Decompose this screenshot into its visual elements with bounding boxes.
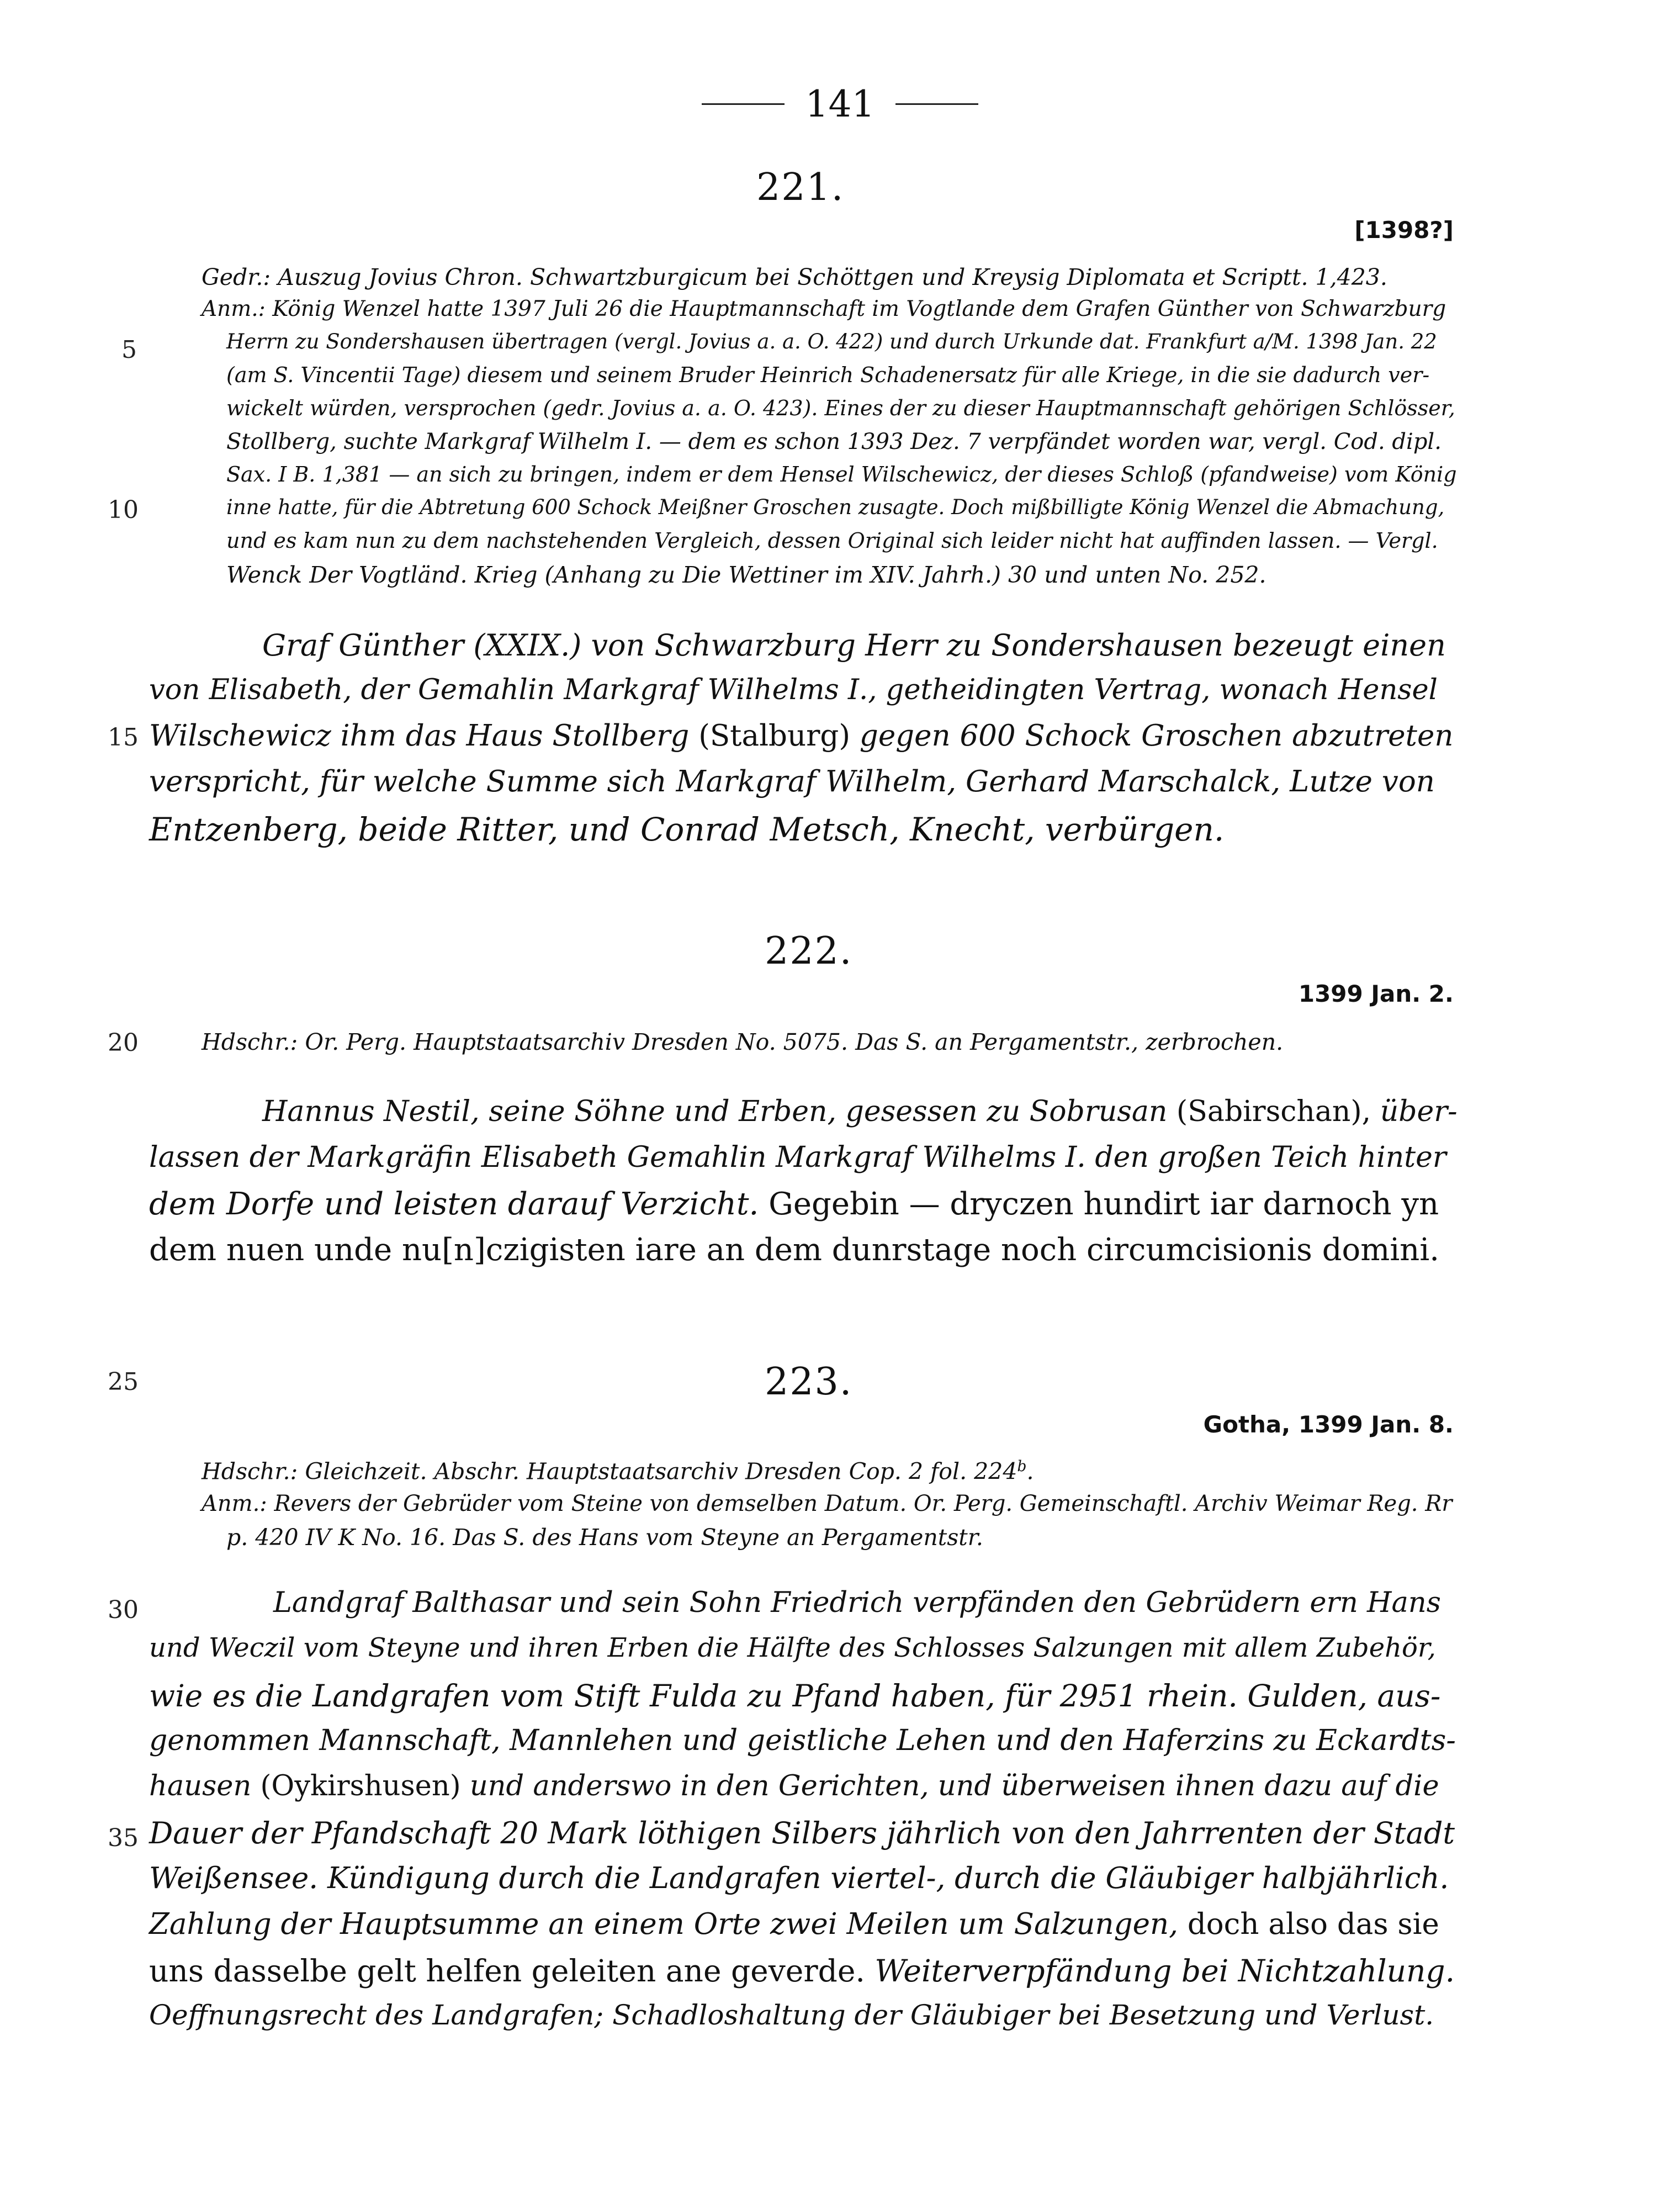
entry-221-text-line: von Elisabeth, der Gemahlin Markgraf Wilhelms I., getheidingten Vertrag, wonach Hensel: [149, 674, 1438, 706]
line-number-30: 30: [108, 1596, 139, 1624]
entry-221-note-line: Anm.: König Wenzel hatte 1397 Juli 26 die Hauptmannschaft im Vogtlande dem Grafen Günther von Schwarzburg: [202, 297, 1446, 321]
page-number: 141: [805, 83, 875, 125]
entry-223-text-line: Zahlung der Hauptsumme an einem Orte zwei Meilen um Salzungen, doch also das sie: [149, 1907, 1439, 1941]
entry-221-note-line: Wenck Der Vogtländ. Krieg (Anhang zu Die Wettiner im XIV. Jahrh.) 30 und unten No. 252.: [226, 562, 1266, 588]
entry-223-text-line: hausen (Oykirshusen) und anderswo in den Gerichten, und überweisen ihnen dazu auf die: [149, 1770, 1439, 1802]
line-number-5: 5: [121, 336, 137, 364]
entry-223-text-line: Dauer der Pfandschaft 20 Mark löthigen Silbers jährlich von den Jahrrenten der Stadt: [149, 1816, 1455, 1850]
entry-222-text-line: dem Dorfe und leisten darauf Verzicht. Gegebin — dryczen hundirt iar darnoch yn: [149, 1186, 1439, 1222]
line-number-10: 10: [108, 496, 139, 524]
entry-223-text-line: Oeffnungsrecht des Landgrafen; Schadloshaltung der Gläubiger bei Besetzung und Verlust.: [149, 1999, 1434, 2031]
entry-223-text-line: wie es die Landgrafen vom Stift Fulda zu Pfand haben, für 2951 rhein. Gulden, aus-: [149, 1678, 1441, 1714]
entry-223-note-line: Anm.: Revers der Gebrüder vom Steine von demselben Datum. Or. Perg. Gemeinschaftl. Archiv Weimar Reg. Rr: [202, 1491, 1453, 1516]
entry-223-text-line: und Weczil vom Steyne und ihren Erben die Hälfte des Schlosses Salzungen mit allem Zubehör,: [149, 1632, 1436, 1663]
header-rule-right: [895, 103, 978, 105]
entry-221-text-line: verspricht, für welche Summe sich Markgraf Wilhelm, Gerhard Marschalck, Lutze von: [149, 765, 1435, 799]
entry-221-note-line: Gedr.: Auszug Jovius Chron. Schwartzburgicum bei Schöttgen und Kreysig Diplomata et Scriptt. 1,423.: [202, 264, 1387, 290]
entry-223-text-line: Weißensee. Kündigung durch die Landgrafen viertel-, durch die Gläubiger halbjährlich.: [149, 1862, 1449, 1895]
line-number-35: 35: [108, 1824, 139, 1852]
entry-223-text-line: genommen Mannschaft, Mannlehen und geistliche Lehen und den Haferzins zu Eckardts-: [149, 1724, 1456, 1757]
entry-221-text-line: Graf Günther (XXIX.) von Schwarzburg Herr zu Sondershausen bezeugt einen: [262, 628, 1446, 663]
entry-223-note-line: p. 420 IV K No. 16. Das S. des Hans vom Steyne an Pergamentstr.: [226, 1524, 983, 1551]
entry-222-text-line: lassen der Markgräfin Elisabeth Gemahlin Markgraf Wilhelms I. den großen Teich hinter: [149, 1141, 1446, 1174]
entry-222-text-line: Hannus Nestil, seine Söhne und Erben, gesessen zu Sobrusan (Sabirschan), über-: [262, 1095, 1458, 1128]
entry-221-note-line: Sax. I B. 1,381 — an sich zu bringen, indem er dem Hensel Wilschewicz, der dieses Schloß (pfandweise) vom König: [226, 462, 1457, 487]
entry-223-text-line: Landgraf Balthasar und sein Sohn Friedrich verpfänden den Gebrüdern ern Hans: [273, 1587, 1441, 1619]
entry-222-date: 1399 Jan. 2.: [1298, 980, 1454, 1007]
entry-222-text-line: dem nuen unde nu[n]czigisten iare an dem dunrstage noch circumcisionis domini.: [149, 1232, 1440, 1268]
entry-221-text-line: Entzenberg, beide Ritter, und Conrad Metsch, Knecht, verbürgen.: [149, 811, 1225, 848]
entry-223-date: Gotha, 1399 Jan. 8.: [1203, 1411, 1454, 1438]
entry-221-note-line: Herrn zu Sondershausen übertragen (vergl. Jovius a. a. O. 422) und durch Urkunde dat. Frankfurt a/M. 1398 Jan. 22: [226, 330, 1437, 353]
entry-221-note-line: wickelt würden, versprochen (gedr. Jovius a. a. O. 423). Eines der zu dieser Hauptmannschaft gehörigen Schlösser,: [226, 396, 1455, 420]
page-header: [651, 83, 1029, 125]
entry-222-number: 222.: [765, 929, 853, 973]
entry-223-note-line: Hdschr.: Gleichzeit. Abschr. Hauptstaatsarchiv Dresden Cop. 2 fol. 224$^b$.: [202, 1458, 1034, 1485]
line-number-15: 15: [108, 723, 139, 752]
entry-221-date: [1398?]: [1354, 216, 1454, 244]
entry-221-note-line: Stollberg, suchte Markgraf Wilhelm I. — dem es schon 1393 Dez. 7 verpfändet worden war, vergl. Cod. dipl.: [226, 429, 1441, 454]
entry-223-number: 223.: [765, 1360, 853, 1404]
entry-222-note-line: Hdschr.: Or. Perg. Hauptstaatsarchiv Dresden No. 5075. Das S. an Pergamentstr., zerbrochen.: [202, 1029, 1284, 1055]
line-number-25: 25: [108, 1368, 139, 1396]
line-number-20: 20: [108, 1029, 139, 1057]
entry-221-text-line: Wilschewicz ihm das Haus Stollberg (Stalburg) gegen 600 Schock Groschen abzutreten: [149, 719, 1454, 753]
header-rule-left: [702, 103, 785, 105]
entry-221-number: 221.: [756, 166, 845, 209]
entry-221-note-line: inne hatte, für die Abtretung 600 Schock Meißner Groschen zusagte. Doch mißbilligte König Wenzel die Abmachung,: [226, 495, 1445, 519]
entry-221-note-line: und es kam nun zu dem nachstehenden Vergleich, dessen Original sich leider nicht hat auffinden lassen. — Vergl.: [226, 528, 1438, 553]
entry-221-note-line: (am S. Vincentii Tage) diesem und seinem Bruder Heinrich Schadenersatz für alle Kriege, in die sie dadurch ver-: [226, 363, 1430, 387]
entry-223-text-line: uns dasselbe gelt helfen geleiten ane geverde. Weiterverpfändung bei Nichtzahlung.: [149, 1953, 1455, 1989]
